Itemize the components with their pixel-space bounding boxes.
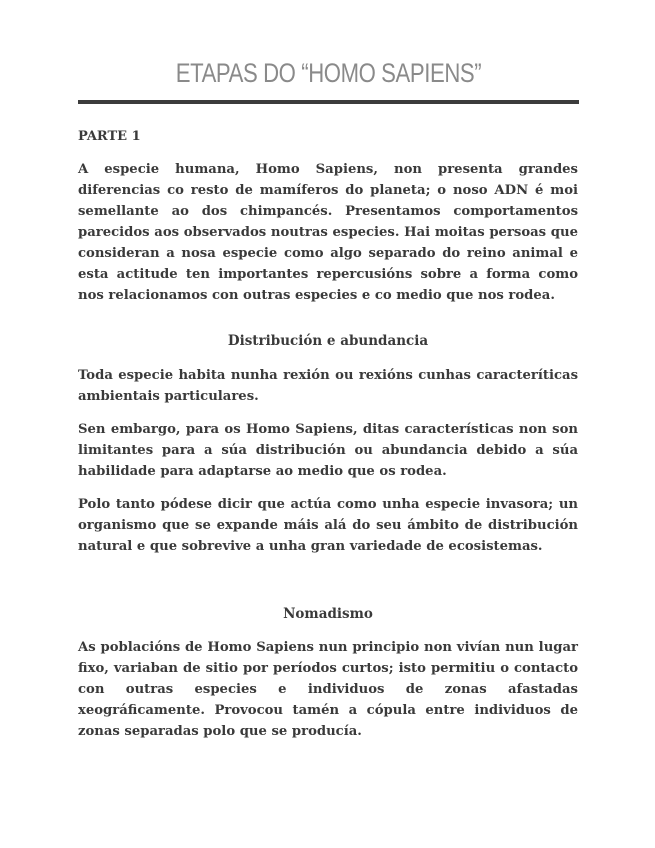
nomadism-paragraph: As poblacións de Homo Sapiens nun principio non vivían nun lugar fixo, variaban de sitio por períodos curtos; isto permitiu o contacto con outras especies e individuos de zonas afastadas xeográficamente. Provocou tamén a cópula entre individuos de zonas separadas polo que se producía. [78, 640, 578, 739]
distribution-paragraph-2: Sen embargo, para os Homo Sapiens, ditas características non son limitantes para a súa distribución ou abundancia debido a súa habilidade para adaptarse ao medio que os rodea. [78, 422, 578, 479]
distribution-paragraph-3-block [78, 494, 578, 557]
intro-paragraph: A especie humana, Homo Sapiens, non presenta grandes diferencias co resto de mamíferos do planeta; o noso ADN é moi semellante ao dos chimpancés. Presentamos comportamentos parecidos aos observados noutras especies. Hai moitas persoas que consideran a nosa especie como algo separado do reino animal e esta actitude ten importantes repercusións sobre a forma como nos relacionamos con outras especies e co medio que nos rodea. [78, 162, 578, 303]
section-heading-nomadism: Nomadismo [283, 606, 373, 622]
distribution-paragraph-3: Polo tanto pódese dicir que actúa como unha especie invasora; un organismo que se expande máis alá do seu ámbito de distribución natural e que sobrevive a unha gran variedade de ecosistemas. [78, 497, 578, 554]
distribution-paragraph-2-block [78, 419, 578, 482]
document-title: ETAPAS DO “HOMO SAPIENS” [175, 58, 482, 88]
intro-section [78, 159, 578, 306]
title-divider [78, 100, 579, 104]
distribution-paragraph-1-block [78, 365, 578, 407]
distribution-paragraph-1: Toda especie habita nunha rexión ou rexións cunhas caracteríticas ambientais particulares. [78, 368, 578, 404]
section-heading-distribution: Distribución e abundancia [227, 333, 429, 349]
nomadism-paragraph-block [78, 637, 578, 742]
part-label: PARTE 1 [78, 129, 141, 144]
